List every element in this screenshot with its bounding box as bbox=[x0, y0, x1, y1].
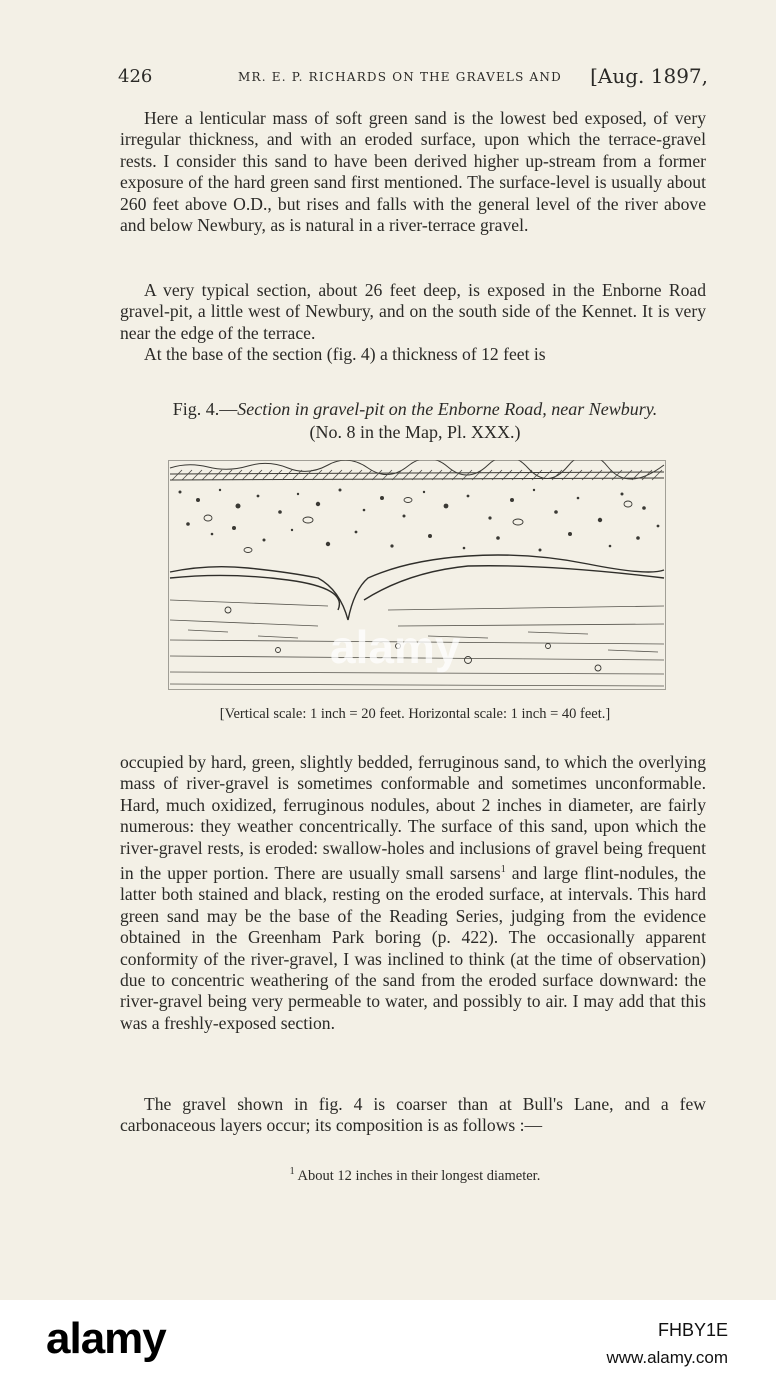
watermark-overlay: alamy bbox=[330, 621, 461, 673]
figure-caption bbox=[120, 398, 710, 444]
page-header bbox=[118, 66, 708, 94]
footnote-ref: 1 bbox=[500, 864, 506, 876]
header-date: [Aug. 1897, bbox=[590, 64, 708, 88]
paragraph-3: At the base of the section (fig. 4) a thickness of 12 feet is bbox=[144, 344, 546, 364]
running-title: MR. E. P. RICHARDS ON THE GRAVELS AND bbox=[238, 70, 562, 84]
paragraph-1: Here a lenticular mass of soft green sand is the lowest bed exposed, of very irregular thickness, and with an eroded surface, upon which the terrace-gravel rests. I consider this sand to have been derived higher up-stream from a former exposure of the hard green sand first mentioned. The surface-level is usually about 260 feet above O.D., but rises and falls with the general level of the river above and below Newbury, as is natural in a river-terrace gravel. bbox=[120, 108, 706, 236]
figure-label: Fig. 4.— bbox=[172, 399, 238, 419]
figure-title: Section in gravel-pit on the Enborne Road, near Newbury. bbox=[237, 399, 658, 419]
footnote bbox=[120, 1166, 710, 1185]
footnote-marker: 1 bbox=[289, 1166, 295, 1177]
paragraph-2: A very typical section, about 26 feet deep, is exposed in the Enborne Road gravel-pit, a little west of Newbury, and on the south side of the Kennet. It is very near the edge of the terrace. bbox=[120, 280, 706, 343]
image-id: FHBY1E bbox=[657, 1320, 728, 1340]
paragraph-4 bbox=[120, 752, 706, 1034]
figure-subtitle: (No. 8 in the Map, Pl. XXX.) bbox=[309, 422, 521, 442]
paragraph-5: The gravel shown in fig. 4 is coarser than at Bull's Lane, and a few carbonaceous layers occur; its composition is as follows :— bbox=[120, 1094, 706, 1136]
paragraph-4-part-2: and large flint-nodules, the latter both stained and black, resting on the eroded surface, at intervals. This hard green sand may be the base of the Reading Series, judging from the evidence obtained in the Greenham Park boring (p. 422). The occasionally apparent conformity of the river-gravel, I was inclined to think (at the time of observation) due to concentric weathering of the sand from the eroded surface downward: the river-gravel being very permeable to water, and possibly to air. I may add that this was a freshly-exposed section. bbox=[120, 862, 706, 1033]
site-url: www.alamy.com bbox=[606, 1348, 728, 1367]
footnote-text: About 12 inches in their longest diameter. bbox=[297, 1167, 541, 1184]
stock-banner bbox=[0, 1300, 776, 1390]
figure-scale-note: [Vertical scale: 1 inch = 20 feet. Horizontal scale: 1 inch = 40 feet.] bbox=[219, 706, 611, 722]
page-number: 426 bbox=[118, 66, 153, 87]
paragraph-4-part-1: occupied by hard, green, slightly bedded, ferruginous sand, to which the overlying mass of river-gravel is sometimes conformable and sometimes unconformable. Hard, much oxidized, ferruginous nodules, about 2 inches in diameter, are fairly numerous: they weather concentrically. The surface of this sand, upon which the river-gravel rests, is eroded: swallow-holes and inclusions of gravel being frequent in the upper portion. There are usually small sarsens bbox=[120, 752, 706, 883]
alamy-logo: alamy bbox=[46, 1314, 166, 1363]
